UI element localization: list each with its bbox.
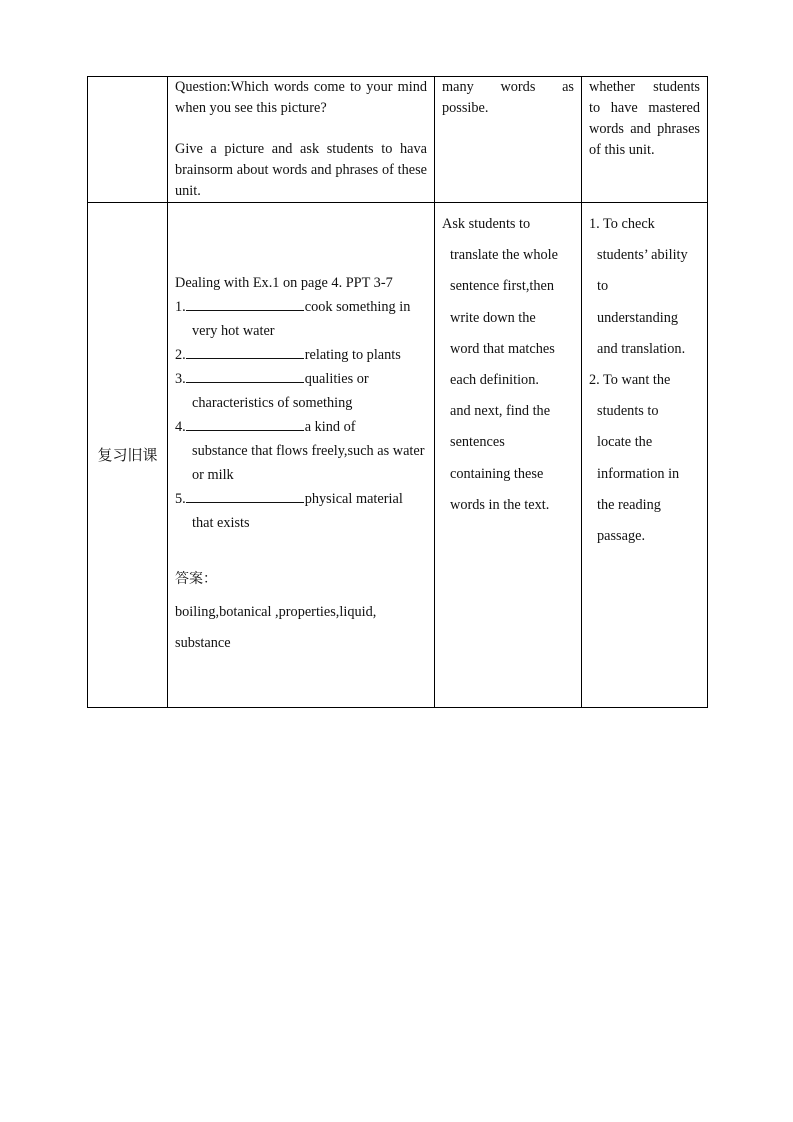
row2-method-cell — [435, 203, 582, 708]
exercise-item-cont: that exists — [192, 515, 250, 531]
row1-method-cell — [435, 77, 582, 203]
exercise-item: 3. qualities or — [175, 367, 427, 391]
question-text: Question:Which words come to your mind when you see this picture? — [175, 79, 427, 116]
exercise-item: 1. cook something in — [175, 295, 427, 319]
lesson-plan-table — [87, 76, 708, 708]
row2-activity-cell — [168, 203, 435, 708]
purpose-text: whether students to have mastered words and phrases of this unit. — [589, 79, 700, 158]
row1-activity-cell — [168, 77, 435, 203]
row2-purpose-cell — [582, 203, 708, 708]
exercise-item-cont: substance that flows freely,such as water or milk — [192, 443, 425, 483]
answer-label: 答案： — [175, 571, 217, 587]
purpose-list: 1. To check students’ ability to understanding and translation. 2. To want the students to locate the information in the reading passage. — [589, 216, 688, 545]
exercise-item-cont: very hot water — [192, 323, 275, 339]
exercise-item: 4. a kind of — [175, 415, 427, 439]
exercise-item: 2. relating to plants — [175, 343, 427, 367]
exercise-heading: Dealing with Ex.1 on page 4. PPT 3-7 — [175, 275, 393, 291]
table-row — [88, 77, 708, 203]
table-row — [88, 203, 708, 708]
answer-text: boiling,botanical ,properties,liquid, substance — [175, 604, 377, 651]
method-steps: Ask students to translate the whole sentence first,then write down the word that matches each definition. and next, find the sentences containing these words in the text. — [442, 216, 558, 513]
exercise-item: 5. physical material — [175, 487, 427, 511]
section-label: 复习旧课 — [88, 203, 168, 708]
method-text: many words as possibe. — [442, 79, 574, 116]
row1-label-cell — [88, 77, 168, 203]
instruction-text: Give a picture and ask students to hava brainsorm about words and phrases of these unit. — [175, 141, 427, 199]
row1-purpose-cell — [582, 77, 708, 203]
exercise-block — [175, 271, 427, 659]
exercise-item-cont: characteristics of something — [192, 395, 353, 411]
